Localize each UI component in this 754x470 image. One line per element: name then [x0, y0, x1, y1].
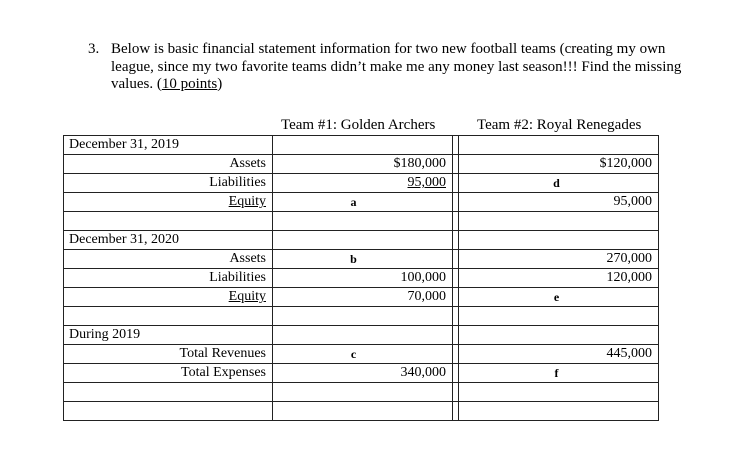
- table-row: [63, 173, 659, 192]
- team1-value: $180,000: [272, 154, 452, 173]
- table-row: [63, 192, 659, 211]
- section-header-dec2019: [63, 135, 659, 154]
- team2-value: $120,000: [458, 154, 659, 173]
- team1-value: 70,000: [272, 287, 452, 306]
- table-row: [63, 344, 659, 363]
- row-label: Liabilities: [63, 268, 272, 287]
- table-row: [63, 268, 659, 287]
- question-body: Below is basic financial statement information for two new football teams (creating my own league, since my two favorite teams didn’t make me any money last season!!! Find the missing values. (: [111, 41, 682, 92]
- table-row: [63, 154, 659, 173]
- section-title: December 31, 2020: [63, 230, 272, 249]
- question-text: [111, 41, 711, 94]
- table-row: [63, 249, 659, 268]
- row-label: Assets: [63, 249, 272, 268]
- spacer-row: [63, 211, 659, 230]
- row-label: Assets: [63, 154, 272, 173]
- row-label: Equity: [63, 192, 272, 211]
- row-label: Total Revenues: [63, 344, 272, 363]
- row-label: Total Expenses: [63, 363, 272, 382]
- team2-value: 95,000: [458, 192, 659, 211]
- team2-value: 445,000: [458, 344, 659, 363]
- section-title: December 31, 2019: [63, 135, 272, 154]
- team2-value: 120,000: [458, 268, 659, 287]
- spacer-row: [63, 306, 659, 325]
- team2-missing-value: f: [458, 363, 659, 382]
- table-row: [63, 363, 659, 382]
- section-header-dec2020: [63, 230, 659, 249]
- team1-value: 100,000: [272, 268, 452, 287]
- team1-value: 340,000: [272, 363, 452, 382]
- section-header-during2019: [63, 325, 659, 344]
- team1-missing-value: a: [272, 192, 452, 211]
- team1-header: Team #1: Golden Archers: [281, 117, 436, 133]
- question-close-paren: ): [217, 76, 223, 92]
- financial-table: [63, 135, 659, 421]
- team1-missing-value: c: [272, 344, 452, 363]
- team1-value: 95,000: [272, 173, 452, 192]
- question-points: 10 points: [161, 76, 218, 92]
- row-label: Equity: [63, 287, 272, 306]
- team1-missing-value: b: [272, 249, 452, 268]
- team2-missing-value: d: [458, 173, 659, 192]
- team2-missing-value: e: [458, 287, 659, 306]
- question-number: 3.: [88, 41, 100, 57]
- table-row: [63, 287, 659, 306]
- team2-header: Team #2: Royal Renegades: [477, 117, 642, 133]
- spacer-row: [63, 382, 659, 401]
- row-label: Liabilities: [63, 173, 272, 192]
- team2-value: 270,000: [458, 249, 659, 268]
- spacer-row: [63, 401, 659, 420]
- section-title: During 2019: [63, 325, 272, 344]
